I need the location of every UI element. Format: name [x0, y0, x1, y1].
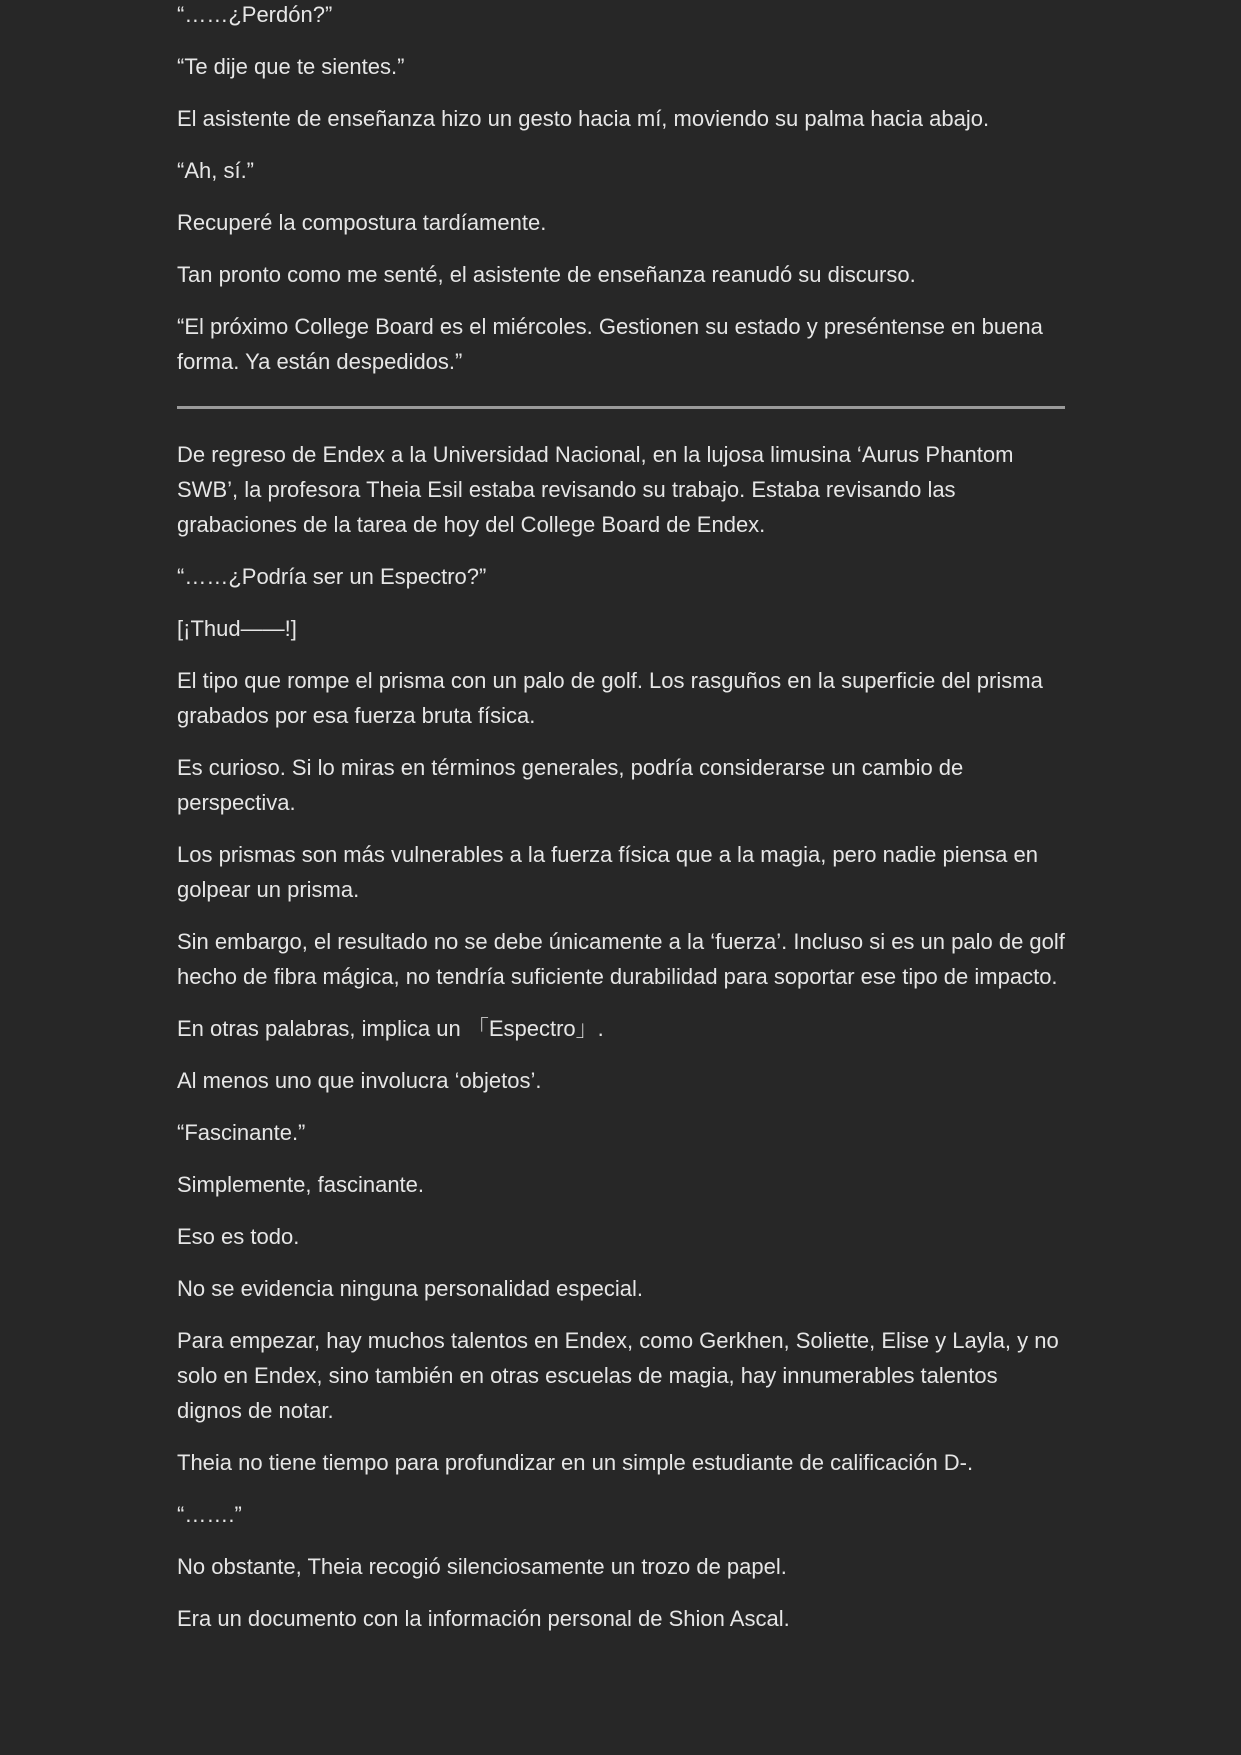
- paragraph: “Te dije que te sientes.”: [177, 54, 405, 79]
- paragraph: El tipo que rompe el prisma con un palo de golf. Los rasguños en la superficie del prisma grabados por esa fuerza bruta física.: [177, 668, 1043, 728]
- paragraph: “……¿Podría ser un Espectro?”: [177, 564, 487, 589]
- chapter-text: [177, 0, 1065, 1653]
- paragraph: Eso es todo.: [177, 1224, 300, 1249]
- paragraph: Simplemente, fascinante.: [177, 1172, 425, 1197]
- paragraph: Era un documento con la información personal de Shion Ascal.: [177, 1606, 790, 1631]
- paragraph: “Fascinante.”: [177, 1120, 306, 1145]
- paragraph: “…….”: [177, 1502, 242, 1527]
- paragraph: “El próximo College Board es el miércoles. Gestionen su estado y preséntense en buena forma. Ya están despedidos.”: [177, 314, 1043, 374]
- paragraph: Recuperé la compostura tardíamente.: [177, 210, 547, 235]
- paragraph: Al menos uno que involucra ‘objetos’.: [177, 1068, 542, 1093]
- paragraph: Sin embargo, el resultado no se debe únicamente a la ‘fuerza’. Incluso si es un palo de golf hecho de fibra mágica, no tendría suficiente durabilidad para soportar ese tipo de impacto.: [177, 929, 1065, 989]
- paragraph: Tan pronto como me senté, el asistente de enseñanza reanudó su discurso.: [177, 262, 916, 287]
- paragraph: Theia no tiene tiempo para profundizar en un simple estudiante de calificación D-.: [177, 1450, 974, 1475]
- paragraph: El asistente de enseñanza hizo un gesto hacia mí, moviendo su palma hacia abajo.: [177, 106, 990, 131]
- section-divider: [177, 406, 1065, 409]
- paragraph: Los prismas son más vulnerables a la fuerza física que a la magia, pero nadie piensa en golpear un prisma.: [177, 842, 1038, 902]
- paragraph: Para empezar, hay muchos talentos en Endex, como Gerkhen, Soliette, Elise y Layla, y no solo en Endex, sino también en otras escuelas de magia, hay innumerables talentos dignos de notar.: [177, 1328, 1059, 1423]
- paragraph: No se evidencia ninguna personalidad especial.: [177, 1276, 643, 1301]
- paragraph: [¡Thud——!]: [177, 616, 297, 641]
- paragraph: Es curioso. Si lo miras en términos generales, podría considerarse un cambio de perspectiva.: [177, 755, 964, 815]
- paragraph: En otras palabras, implica un 「Espectro」.: [177, 1016, 604, 1041]
- paragraph: De regreso de Endex a la Universidad Nacional, en la lujosa limusina ‘Aurus Phantom SWB’, la profesora Theia Esil estaba revisando su trabajo. Estaba revisando las grabaciones de la tarea de hoy del College Board de Endex.: [177, 442, 1014, 537]
- paragraph: No obstante, Theia recogió silenciosamente un trozo de papel.: [177, 1554, 787, 1579]
- paragraph: “……¿Perdón?”: [177, 2, 333, 27]
- paragraph: “Ah, sí.”: [177, 158, 255, 183]
